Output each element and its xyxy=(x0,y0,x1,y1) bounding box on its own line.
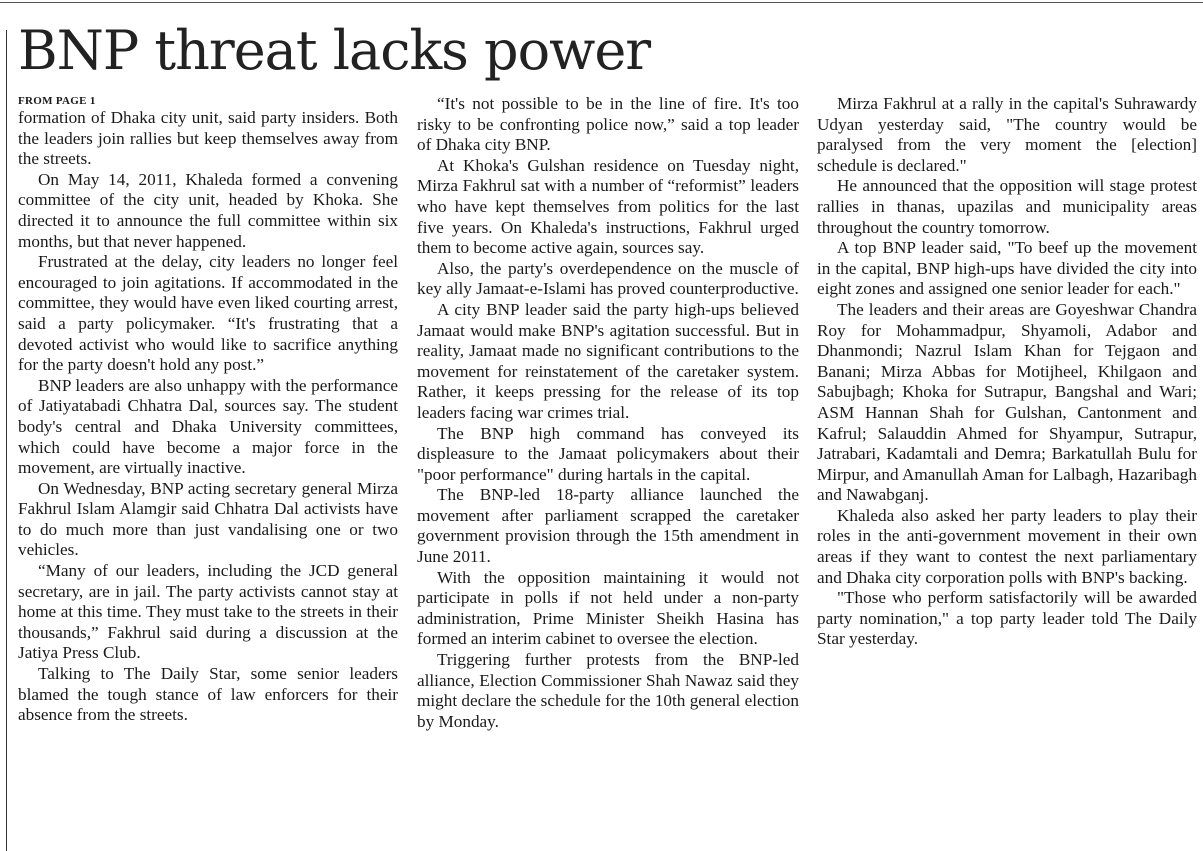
paragraph: Also, the party's overdependence on the muscle of key ally Jamaat-e-Islami has proved counterproductive. xyxy=(417,258,799,299)
paragraph: The BNP high command has conveyed its displeasure to the Jamaat policymakers about their "poor performance" during hartals in the capital. xyxy=(417,423,799,484)
headline: BNP threat lacks power xyxy=(18,19,651,82)
paragraph: A top BNP leader said, "To beef up the movement in the capital, BNP high-ups have divided the city into eight zones and assigned one senior leader for each." xyxy=(817,238,1197,299)
paragraph: Talking to The Daily Star, some senior leaders blamed the tough stance of law enforcers for their absence from the streets. xyxy=(18,664,398,725)
paragraph: Mirza Fakhrul at a rally in the capital's Suhrawardy Udyan yesterday said, "The country would be paralysed from the very moment the [election] schedule is declared." xyxy=(817,94,1197,175)
paragraph: The BNP-led 18-party alliance launched the movement after parliament scrapped the caretaker government provision through the 15th amendment in June 2011. xyxy=(417,485,799,567)
paragraph: formation of Dhaka city unit, said party insiders. Both the leaders join rallies but keep themselves away from the streets. xyxy=(18,108,398,169)
paragraph: "Those who perform satisfactorily will be awarded party nomination," a top party leader told The Daily Star yesterday. xyxy=(817,588,1197,649)
paragraph: He announced that the opposition will stage protest rallies in thanas, upazilas and municipality areas throughout the country tomorrow. xyxy=(817,176,1197,237)
paragraph: BNP leaders are also unhappy with the performance of Jatiyatabadi Chhatra Dal, sources say. The student body's central and Dhaka University committees, which could have become a major force in the movement, are virtually inactive. xyxy=(18,375,398,478)
paragraph: Triggering further protests from the BNP-led alliance, Election Commissioner Shah Nawaz said they might declare the schedule for the 10th general election by Monday. xyxy=(417,650,799,731)
paragraph: A city BNP leader said the party high-ups believed Jamaat would make BNP's agitation successful. But in reality, Jamaat made no significant contributions to the movement for reinstatement of the caretaker system. Rather, it keeps pressing for the release of its top leaders facing war crimes trial. xyxy=(417,299,799,422)
paragraph: On Wednesday, BNP acting secretary general Mirza Fakhrul Islam Alamgir said Chhatra Dal activists have to do much more than just vandalising one or two vehicles. xyxy=(18,478,398,560)
paragraph: At Khoka's Gulshan residence on Tuesday night, Mirza Fakhrul sat with a number of “reformist” leaders who have kept themselves from politics for the last five years. On Khaleda's instructions, Fakhrul urged them to become active again, sources say. xyxy=(417,155,799,258)
paragraph: Khaleda also asked her party leaders to play their roles in the anti-government movement in their own areas if they want to contest the next parliamentary and Dhaka city corporation polls with BNP's backing. xyxy=(817,505,1197,587)
article-column-3 xyxy=(817,94,1197,851)
top-rule xyxy=(0,2,1203,3)
kicker: FROM PAGE 1 xyxy=(18,95,96,107)
column-rule xyxy=(6,30,7,851)
paragraph: With the opposition maintaining it would not participate in polls if not held under a non-party administration, Prime Minister Sheikh Hasina has formed an interim cabinet to oversee the election. xyxy=(417,567,799,649)
paragraph: “It's not possible to be in the line of fire. It's too risky to be confronting police now,” said a top leader of Dhaka city BNP. xyxy=(417,94,799,155)
paragraph: Frustrated at the delay, city leaders no longer feel encouraged to join agitations. If accommodated in the committee, they would have even liked courting arrest, said a party policymaker. “It's frustrating that a devoted activist who would like to sacrifice anything for the party doesn't hold any post.” xyxy=(18,252,398,375)
paragraph: “Many of our leaders, including the JCD general secretary, are in jail. The party activists cannot stay at home at this time. They must take to the streets in their thousands,” Fakhrul said during a discussion at the Jatiya Press Club. xyxy=(18,561,398,663)
article-column-2 xyxy=(417,94,799,851)
paragraph: The leaders and their areas are Goyeshwar Chandra Roy for Mohammadpur, Shyamoli, Adabor and Dhanmondi; Nazrul Islam Khan for Tejgaon and Banani; Mirza Abbas for Motijheel, Khilgaon and Sabujbagh; Khoka for Sutrapur, Bangshal and Wari; ASM Hannan Shah for Gulshan, Cantonment and Kafrul; Salauddin Ahmed for Shyampur, Sutrapur, Jatrabari, Kadamtali and Demra; Barkatullah Bulu for Mirpur, and Amanullah Aman for Lalbagh, Hazaribagh and Nawabganj. xyxy=(817,299,1197,505)
article-column-1 xyxy=(18,94,398,851)
paragraph: On May 14, 2011, Khaleda formed a convening committee of the city unit, headed by Khoka. She directed it to announce the full committee within six months, but that never happened. xyxy=(18,169,398,251)
